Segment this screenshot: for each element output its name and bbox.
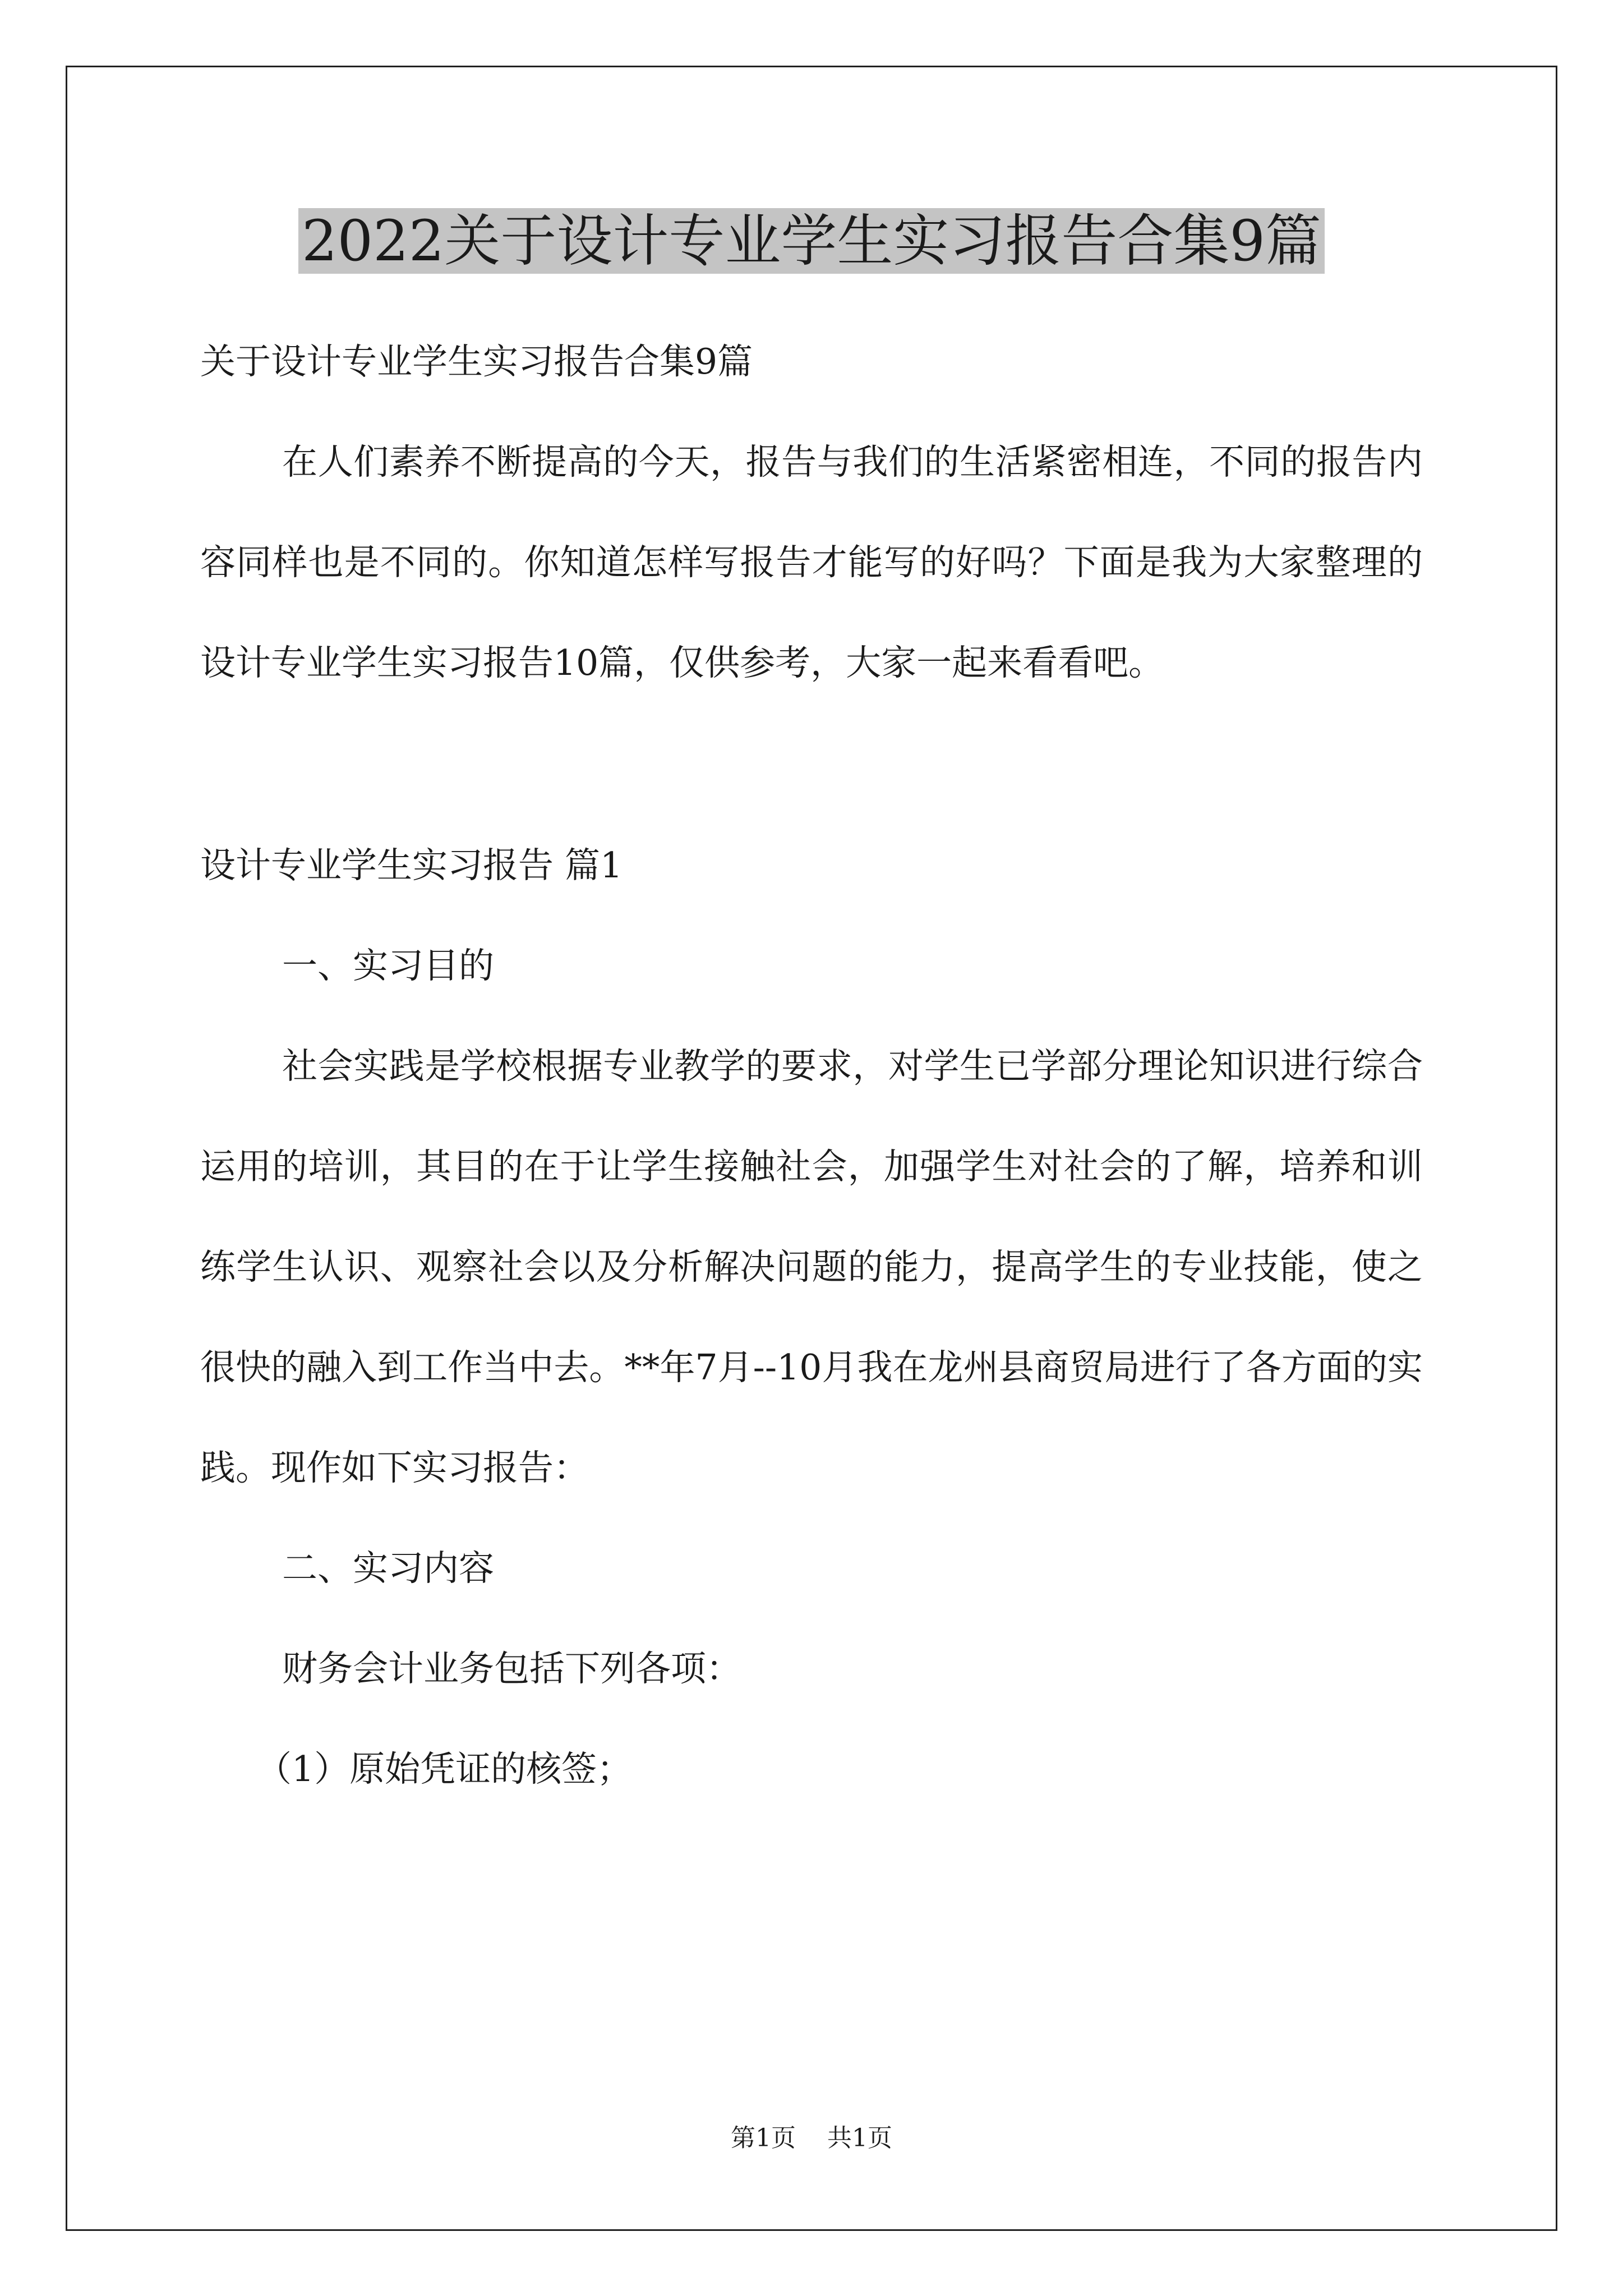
document-title xyxy=(0,199,1623,283)
section-title: 设计专业学生实习报告 篇1 xyxy=(200,845,623,886)
page-number: 第1页 xyxy=(731,2124,796,2152)
document-subtitle: 关于设计专业学生实习报告合集9篇 xyxy=(200,341,753,382)
purpose-paragraph: 社会实践是学校根据专业教学的要求，对学生已学部分理论知识进行综合运用的培训，其目的在于让学生接触社会，加强学生对社会的了解，培养和训练学生认识、观察社会以及分析解决问题的能力，提高学生的专业技能，使之很快的融入到工作当中去。**年7月--10月我在龙州县商贸局进行了各方面的实践。现作如下实习报告： xyxy=(200,1046,1423,1488)
section-spacer xyxy=(200,713,1423,815)
heading-purpose: 一、实习目的 xyxy=(282,945,494,986)
page-total: 共1页 xyxy=(827,2124,892,2152)
heading-content: 二、实习内容 xyxy=(282,1548,494,1589)
intro-paragraph: 在人们素养不断提高的今天，报告与我们的生活紧密相连，不同的报告内容同样也是不同的。你知道怎样写报告才能写的好吗？下面是我为大家整理的设计专业学生实习报告10篇，仅供参考，大家一起来看看吧。 xyxy=(200,441,1423,683)
document-body xyxy=(200,311,1423,1819)
content-paragraph: 财务会计业务包括下列各项： xyxy=(282,1648,741,1689)
list-item: （1）原始凭证的核签； xyxy=(256,1749,633,1789)
document-title-text: 2022关于设计专业学生实习报告合集9篇 xyxy=(298,208,1325,274)
page-footer xyxy=(0,2122,1623,2155)
